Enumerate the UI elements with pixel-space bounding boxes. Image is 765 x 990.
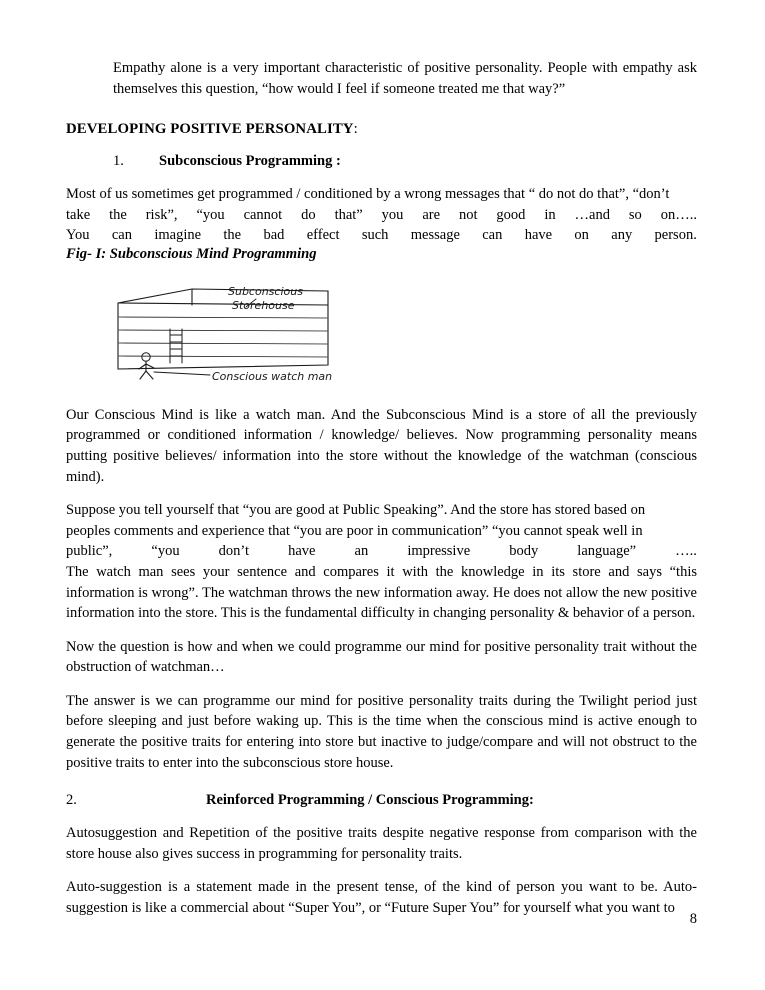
word: bad xyxy=(263,227,285,244)
word: the xyxy=(109,206,127,223)
section-heading xyxy=(66,121,697,138)
list-item-1 xyxy=(66,153,697,170)
paragraph-suppose-line1: Suppose you tell yourself that “you are good at Public Speaking”. And the store has stored based on xyxy=(66,502,646,519)
word: you xyxy=(381,206,404,223)
word: do xyxy=(301,206,316,223)
word: person. xyxy=(654,227,697,244)
word: the xyxy=(223,227,242,244)
section-heading-text: DEVELOPING POSITIVE PERSONALITY xyxy=(66,121,354,138)
paragraph-autosuggestion-2: Auto-suggestion is a statement made in the present tense, of the kind of person you want to be. Auto-suggestion is like a commercial about “Super You”, or “Future Super You” for yourself what you want to xyxy=(66,879,697,916)
list-item-1-title: Subconscious Programming : xyxy=(159,153,341,170)
word: …and xyxy=(574,206,610,223)
paragraph-answer: The answer is we can programme our mind for positive personality traits during the Twilight period just before sleeping and just before waking up. This is the time when the conscious mind is active enough to generate the positive traits for entering into store but inactive to judge/compare and will not obstruct to the positive traits to enter into the subconscious store house. xyxy=(66,692,697,771)
figure-container xyxy=(66,277,697,387)
word: imagine xyxy=(154,227,202,244)
word: “you xyxy=(196,206,225,223)
list-item-2-title: Reinforced Programming / Conscious Programming: xyxy=(206,792,534,809)
word: body xyxy=(509,543,539,560)
figure-caption: Fig- I: Subconscious Mind Programming xyxy=(66,245,317,262)
word: message xyxy=(410,227,460,244)
page-number: 8 xyxy=(689,911,697,927)
paragraph-programmed-line2 xyxy=(66,205,697,226)
word: can xyxy=(482,227,503,244)
word: risk”, xyxy=(145,206,178,223)
word: such xyxy=(361,227,389,244)
word: on….. xyxy=(660,206,697,223)
word: “you xyxy=(151,543,180,560)
figure-label-conscious-watchman: Conscious watch man xyxy=(212,369,333,383)
word: can xyxy=(111,227,132,244)
word: take xyxy=(66,206,91,223)
word: on xyxy=(574,227,589,244)
word: good xyxy=(496,206,526,223)
word: have xyxy=(288,543,316,560)
paragraph-programmed-line3 xyxy=(66,225,697,246)
paragraph-programmed-line1: Most of us sometimes get programmed / conditioned by a wrong messages that “ do not do that”, “don’t xyxy=(66,186,670,203)
paragraph-autosuggestion: Autosuggestion and Repetition of the positive traits despite negative response from comparison with the store house also gives success in programming for personality traits. xyxy=(66,825,697,862)
paragraph-suppose-rest: The watch man sees your sentence and compares it with the knowledge in its store and says “this information is wrong”. The watchman throws the new information away. He does not allow the new positive information into the store. This is the fundamental difficulty in changing personality & behavior of a person. xyxy=(66,563,697,622)
subconscious-mind-diagram xyxy=(106,277,344,387)
word: that” xyxy=(334,206,363,223)
word: any xyxy=(611,227,633,244)
intro-paragraph: Empathy alone is a very important characteristic of positive personality. People with empathy ask themselves this question, “how would I feel if someone treated me that way?” xyxy=(113,60,697,97)
word: public”, xyxy=(66,543,113,560)
section-heading-colon: : xyxy=(353,121,358,138)
word: an xyxy=(354,543,369,560)
figure-label-storehouse: Storehouse xyxy=(232,298,295,312)
word: effect xyxy=(306,227,340,244)
word: cannot xyxy=(243,206,283,223)
list-item-2 xyxy=(66,792,697,809)
paragraph-suppose-line2: peoples comments and experience that “you are poor in communication” “you cannot speak well in xyxy=(66,522,643,539)
paragraph-suppose-line3 xyxy=(66,541,697,562)
word: You xyxy=(66,227,90,244)
word: are xyxy=(422,206,441,223)
word: impressive xyxy=(407,543,471,560)
list-item-1-number: 1. xyxy=(113,153,124,170)
paragraph-conscious-mind: Our Conscious Mind is like a watch man. And the Subconscious Mind is a store of all the previously programmed or conditioned information / knowledge/ believes. Now programming personality means putting positive believes/ information into the store without the knowledge of the watchman (conscious mind). xyxy=(66,406,697,485)
word: not xyxy=(458,206,478,223)
word: don’t xyxy=(218,543,250,560)
word: ….. xyxy=(675,543,697,560)
paragraph-question: Now the question is how and when we could programme our mind for positive personality trait without the obstruction of watchman… xyxy=(66,638,697,676)
word: language” xyxy=(577,543,637,560)
word: so xyxy=(628,206,642,223)
word: have xyxy=(524,227,553,244)
figure-label-subconscious: Subconscious xyxy=(228,284,303,298)
word: in xyxy=(544,206,556,223)
list-item-2-number: 2. xyxy=(66,792,77,809)
